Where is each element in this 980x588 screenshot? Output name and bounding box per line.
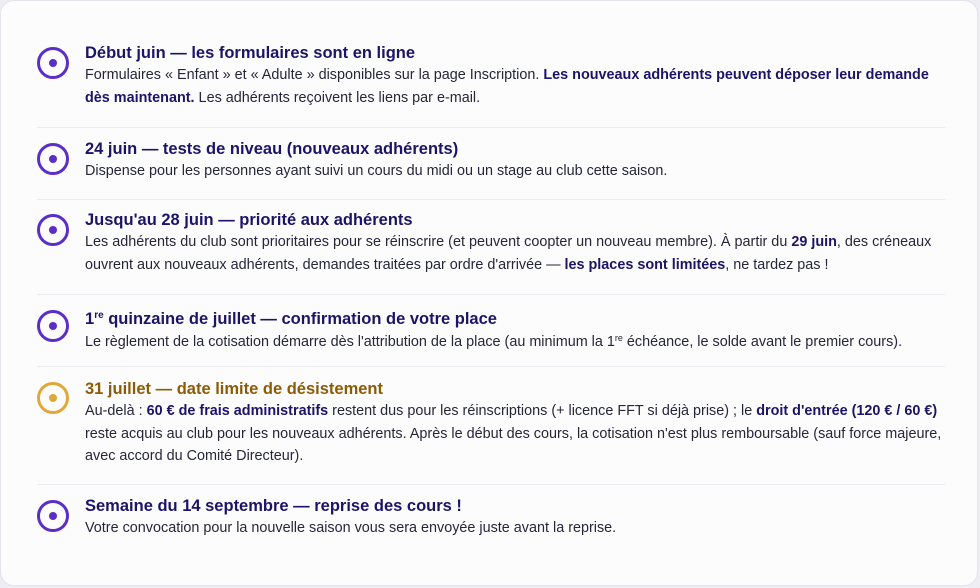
timeline-item-title: Semaine du 14 septembre — reprise des cours ! (85, 497, 462, 515)
timeline-item-description: Votre convocation pour la nouvelle saison vous sera envoyée juste avant la reprise. (85, 520, 617, 536)
timeline-item-member-priority (37, 209, 945, 295)
timeline-dot-icon (37, 143, 69, 175)
divider (37, 127, 945, 128)
timeline-item-description: Le règlement de la cotisation démarre dès l'attribution de la place (au minimum la 1re échéance, le solde avant le premier cours). (85, 333, 903, 350)
timeline-item-level-tests (37, 138, 945, 200)
timeline-item-description: Les adhérents du club sont prioritaires pour se réinscrire (et peuvent coopter un nouveau membre). À partir du 29 juin, des créneaux ouvrent aux nouveaux adhérents, demandes traitées par ordre d'arrivée — les places sont limitées, ne tardez pas ! (85, 234, 932, 273)
timeline-item-title: Jusqu'au 28 juin — priorité aux adhérents (85, 211, 413, 229)
timeline-item-description: Formulaires « Enfant » et « Adulte » disponibles sur la page Inscription. Les nouveaux adhérents peuvent déposer leur demande dès maintenant. Les adhérents reçoivent les liens par e-mail. (85, 67, 929, 106)
timeline-item-title: 31 juillet — date limite de désistement (85, 380, 384, 398)
divider (37, 366, 945, 367)
timeline-dot-icon (37, 500, 69, 532)
divider (37, 484, 945, 485)
timeline-dot-icon (37, 47, 69, 79)
timeline-item-description: Au-delà : 60 € de frais administratifs restent dus pour les réinscriptions (+ licence FFT si déjà prise) ; le droit d'entrée (120 € / 60 €) reste acquis au club pour les nouveaux adhérents. Après le début des cours, la cotisation n'est plus remboursable (sauf force majeure, avec accord du Comité Directeur). (85, 403, 942, 464)
divider (37, 199, 945, 200)
timeline-item-place-confirmation (37, 305, 945, 367)
timeline-dot-icon (37, 214, 69, 246)
timeline-dot-icon (37, 310, 69, 342)
timeline-item-withdrawal-deadline (37, 378, 945, 485)
timeline-item-title: 1re quinzaine de juillet — confirmation de votre place (85, 310, 497, 328)
timeline-item-classes-resume (37, 495, 945, 555)
timeline-warning-dot-icon (37, 382, 69, 414)
divider (37, 294, 945, 295)
timeline-item-title: Début juin — les formulaires sont en ligne (85, 44, 416, 62)
timeline-item-title: 24 juin — tests de niveau (nouveaux adhérents) (85, 140, 459, 158)
timeline-item-forms-online (37, 42, 945, 128)
timeline-item-description: Dispense pour les personnes ayant suivi un cours du midi ou un stage au club cette saison. (85, 163, 668, 179)
